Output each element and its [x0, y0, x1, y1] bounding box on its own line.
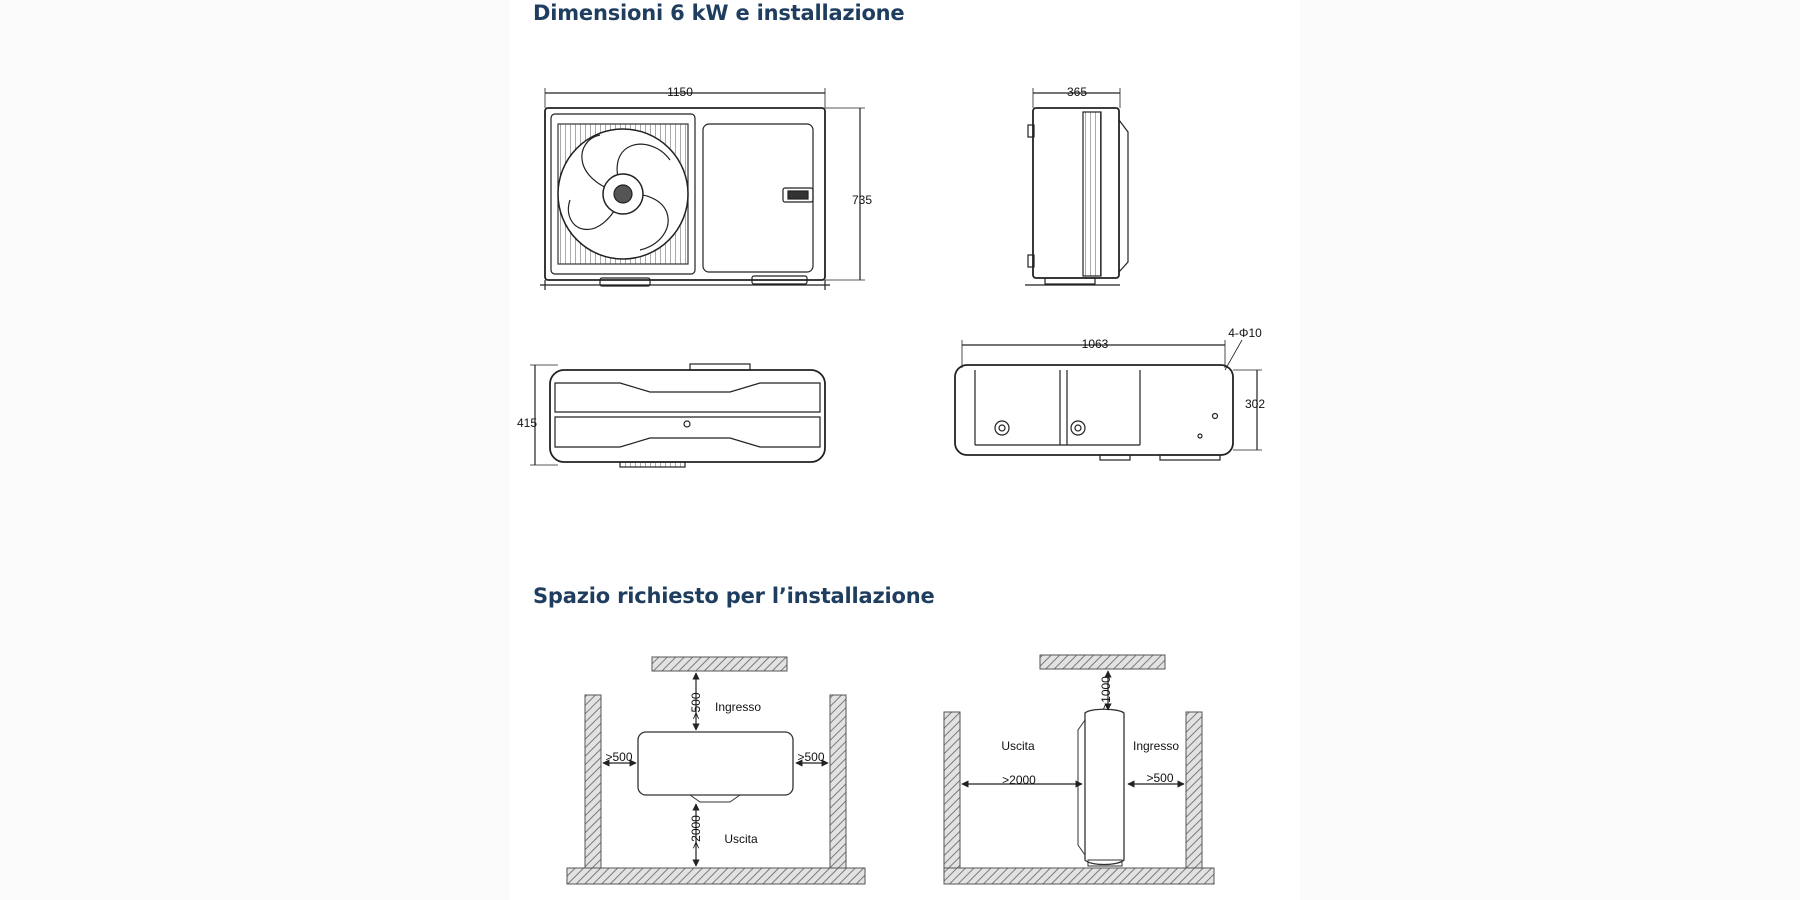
side-unit-outline — [1085, 709, 1124, 864]
clearance-side-diagram — [944, 655, 1214, 884]
side-view — [1025, 88, 1128, 285]
side-ceiling-hatch — [1040, 655, 1165, 669]
unit-outline — [638, 732, 793, 795]
front-width-label: 1150 — [667, 85, 693, 99]
right-wall-hatch — [830, 695, 846, 868]
side-top-clearance: >1000 — [1099, 676, 1113, 710]
front-bottom-clearance: >2000 — [689, 815, 703, 849]
hole-spec-label: 4-Φ10 — [1228, 326, 1262, 340]
side-right-wall-hatch — [1186, 712, 1202, 868]
floor-hatch — [567, 868, 865, 884]
side-floor-hatch — [944, 868, 1214, 884]
front-inlet-label: Ingresso — [714, 700, 762, 714]
space-title: Spazio richiesto per l’installazione — [533, 584, 935, 608]
front-right-clearance: >500 — [797, 750, 825, 764]
dimensions-title: Dimensioni 6 kW e installazione — [533, 1, 905, 25]
side-depth-label: 365 — [1066, 85, 1088, 99]
clearance-front-diagram — [567, 657, 865, 884]
side-inlet-distance: >500 — [1146, 771, 1174, 785]
left-wall-hatch — [585, 695, 601, 868]
top-depth-label: 415 — [516, 416, 538, 430]
front-height-label: 735 — [851, 193, 873, 207]
side-outlet-distance: >2000 — [1002, 773, 1036, 787]
front-view — [540, 88, 865, 290]
side-left-wall-hatch — [944, 712, 960, 868]
front-left-clearance: >500 — [605, 750, 633, 764]
base-view — [955, 340, 1262, 460]
top-view — [530, 364, 825, 467]
front-outlet-label: Uscita — [724, 832, 758, 846]
front-top-clearance: >500 — [689, 692, 703, 720]
side-inlet-label: Ingresso — [1132, 739, 1180, 753]
ceiling-hatch — [652, 657, 787, 671]
base-depth-label: 302 — [1244, 397, 1266, 411]
base-span-label: 1063 — [1081, 337, 1109, 351]
side-outlet-label: Uscita — [1001, 739, 1035, 753]
